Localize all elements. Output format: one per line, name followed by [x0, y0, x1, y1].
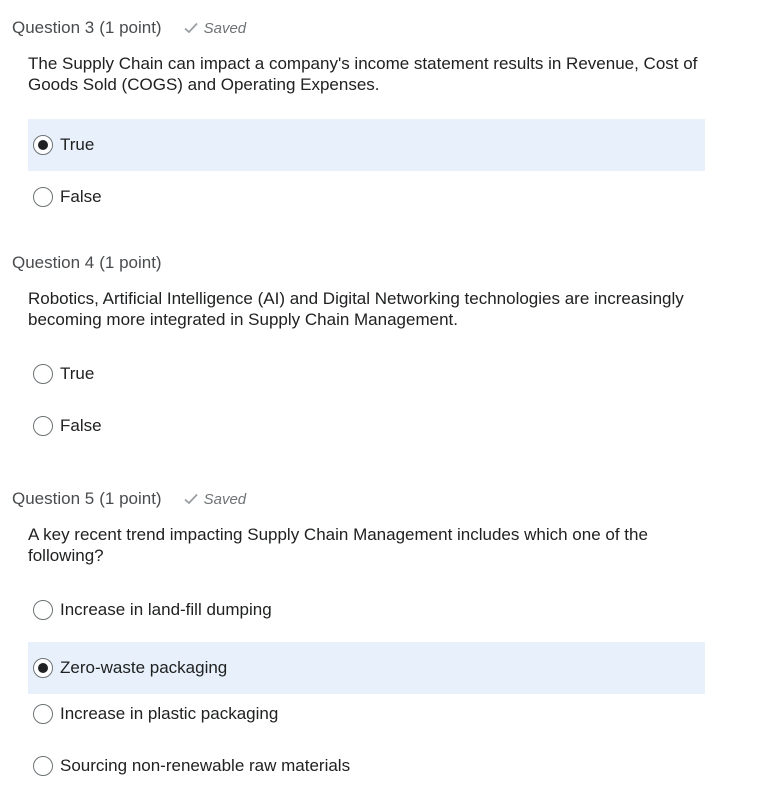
question-points: (1 point)	[99, 253, 162, 272]
radio-button[interactable]	[33, 600, 53, 620]
saved-status	[184, 20, 247, 37]
option-true[interactable]	[28, 119, 705, 171]
checkmark-icon	[184, 493, 198, 505]
radio-button[interactable]	[33, 756, 53, 776]
question-header	[12, 251, 162, 275]
question-title: Question 4	[12, 253, 95, 272]
radio-button[interactable]	[33, 135, 53, 155]
question-header	[12, 16, 246, 40]
question-header	[12, 487, 246, 511]
radio-button[interactable]	[33, 704, 53, 724]
option-label: False	[60, 187, 102, 206]
saved-status	[184, 491, 247, 508]
option-label: Zero-waste packaging	[60, 658, 228, 677]
saved-label: Saved	[203, 490, 247, 508]
option-label: True	[60, 135, 95, 154]
option-land-fill[interactable]	[28, 584, 705, 636]
radio-button[interactable]	[33, 658, 53, 678]
saved-label: Saved	[203, 19, 247, 37]
option-false[interactable]	[28, 171, 705, 223]
question-title: Question 5	[12, 489, 95, 508]
checkmark-icon	[184, 22, 198, 34]
question-title: Question 3	[12, 18, 95, 37]
question-text: Robotics, Artificial Intelligence (AI) and Digital Networking technologies are increasingly becoming more integrated in Supply Chain Management.	[28, 289, 684, 329]
option-label: True	[60, 364, 95, 383]
radio-button[interactable]	[33, 187, 53, 207]
option-false[interactable]	[28, 400, 705, 452]
question-text: A key recent trend impacting Supply Chain Management includes which one of the following?	[28, 525, 648, 565]
question-text: The Supply Chain can impact a company's income statement results in Revenue, Cost of Goods Sold (COGS) and Operating Expenses.	[28, 54, 698, 94]
radio-button[interactable]	[33, 364, 53, 384]
option-zero-waste[interactable]	[28, 642, 705, 694]
option-plastic[interactable]	[28, 688, 705, 740]
option-label: False	[60, 416, 102, 435]
option-label: Sourcing non-renewable raw materials	[60, 756, 351, 775]
option-true[interactable]	[28, 348, 705, 400]
option-label: Increase in land-fill dumping	[60, 600, 272, 619]
question-points: (1 point)	[99, 489, 162, 508]
option-label: Increase in plastic packaging	[60, 704, 279, 723]
radio-button[interactable]	[33, 416, 53, 436]
option-non-renewable[interactable]	[28, 740, 705, 792]
question-points: (1 point)	[99, 18, 162, 37]
